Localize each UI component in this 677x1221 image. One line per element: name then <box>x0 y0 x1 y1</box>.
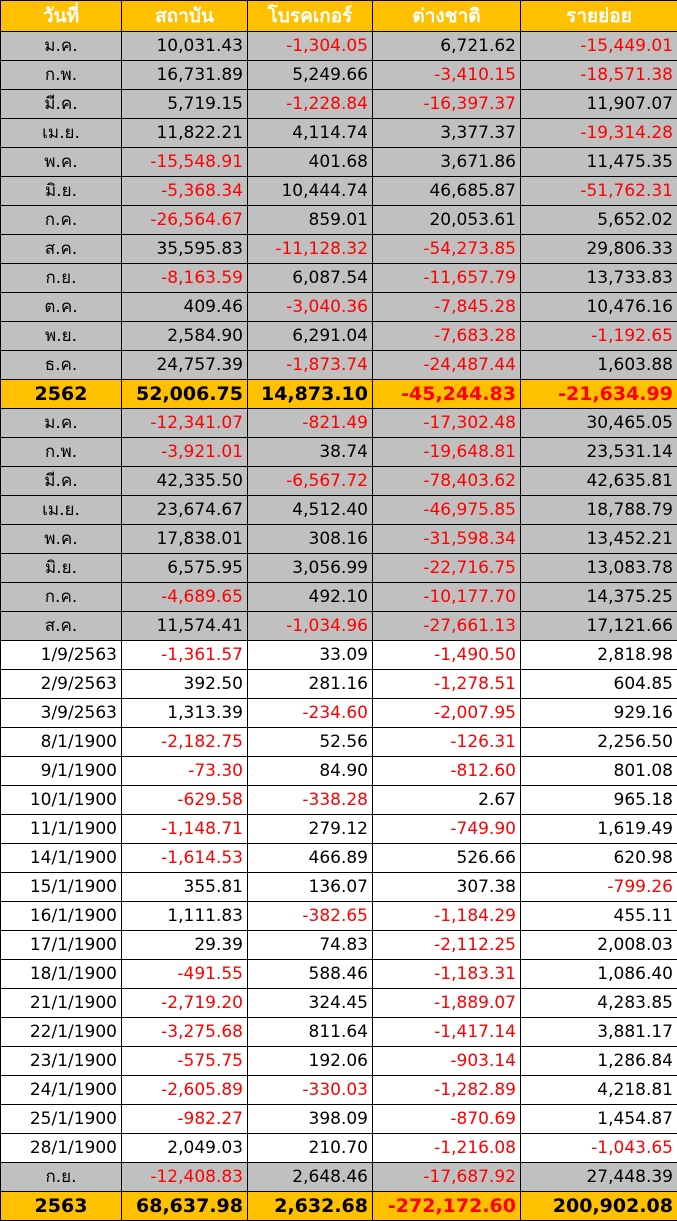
cell-date: 21/1/1900 <box>1 989 122 1018</box>
cell-retail: -1,192.65 <box>521 322 677 351</box>
cell-institution: -12,408.83 <box>122 1163 248 1192</box>
table-body <box>1 32 677 1221</box>
cell-foreign: -11,657.79 <box>373 264 521 293</box>
cell-foreign: -1,490.50 <box>373 641 521 670</box>
cell-date: 18/1/1900 <box>1 960 122 989</box>
cell-foreign: -17,302.48 <box>373 409 521 438</box>
cell-foreign: -31,598.34 <box>373 525 521 554</box>
cell-retail: 1,286.84 <box>521 1047 677 1076</box>
cell-broker: 84.90 <box>248 757 373 786</box>
cell-foreign: -903.14 <box>373 1047 521 1076</box>
cell-date: 2563 <box>1 1192 122 1221</box>
cell-date: ส.ค. <box>1 612 122 641</box>
cell-retail: 10,476.16 <box>521 293 677 322</box>
cell-retail: 18,788.79 <box>521 496 677 525</box>
cell-date: เม.ย. <box>1 496 122 525</box>
cell-institution: -4,689.65 <box>122 583 248 612</box>
cell-institution: 35,595.83 <box>122 235 248 264</box>
month-row <box>1 177 677 206</box>
cell-broker: 74.83 <box>248 931 373 960</box>
cell-institution: -73.30 <box>122 757 248 786</box>
cell-institution: -12,341.07 <box>122 409 248 438</box>
cell-date: ม.ค. <box>1 32 122 61</box>
cell-foreign: -1,216.08 <box>373 1134 521 1163</box>
cell-broker: 466.89 <box>248 844 373 873</box>
month-row <box>1 148 677 177</box>
cell-foreign: 6,721.62 <box>373 32 521 61</box>
cell-date: 25/1/1900 <box>1 1105 122 1134</box>
cell-foreign: -3,410.15 <box>373 61 521 90</box>
cell-date: พ.ย. <box>1 322 122 351</box>
cell-institution: 52,006.75 <box>122 380 248 409</box>
cell-institution: 2,584.90 <box>122 322 248 351</box>
cell-broker: -1,228.84 <box>248 90 373 119</box>
cell-institution: 17,838.01 <box>122 525 248 554</box>
cell-institution: -8,163.59 <box>122 264 248 293</box>
header-broker: โบรคเกอร์ <box>248 1 373 32</box>
cell-retail: 455.11 <box>521 902 677 931</box>
cell-retail: 620.98 <box>521 844 677 873</box>
cell-date: 17/1/1900 <box>1 931 122 960</box>
cell-date: ก.ค. <box>1 206 122 235</box>
cell-institution: 24,757.39 <box>122 351 248 380</box>
cell-broker: 811.64 <box>248 1018 373 1047</box>
day-row <box>1 786 677 815</box>
month-row <box>1 583 677 612</box>
cell-foreign: -7,683.28 <box>373 322 521 351</box>
cell-institution: 23,674.67 <box>122 496 248 525</box>
cell-date: ก.พ. <box>1 61 122 90</box>
day-row <box>1 815 677 844</box>
total-row <box>1 380 677 409</box>
cell-date: 24/1/1900 <box>1 1076 122 1105</box>
cell-institution: -1,148.71 <box>122 815 248 844</box>
header-date: วันที่ <box>1 1 122 32</box>
cell-broker: -11,128.32 <box>248 235 373 264</box>
cell-retail: 13,733.83 <box>521 264 677 293</box>
cell-foreign: -749.90 <box>373 815 521 844</box>
cell-institution: -1,361.57 <box>122 641 248 670</box>
day-row <box>1 1018 677 1047</box>
month-row <box>1 32 677 61</box>
cell-foreign: 3,377.37 <box>373 119 521 148</box>
cell-date: ส.ค. <box>1 235 122 264</box>
cell-institution: -2,605.89 <box>122 1076 248 1105</box>
cell-broker: -382.65 <box>248 902 373 931</box>
cell-broker: 398.09 <box>248 1105 373 1134</box>
cell-broker: -1,873.74 <box>248 351 373 380</box>
cell-institution: 16,731.89 <box>122 61 248 90</box>
cell-broker: 308.16 <box>248 525 373 554</box>
cell-foreign: 2.67 <box>373 786 521 815</box>
cell-broker: 5,249.66 <box>248 61 373 90</box>
cell-broker: 279.12 <box>248 815 373 844</box>
cell-retail: 1,086.40 <box>521 960 677 989</box>
month-row <box>1 61 677 90</box>
cell-foreign: -17,687.92 <box>373 1163 521 1192</box>
cell-foreign: -46,975.85 <box>373 496 521 525</box>
day-row <box>1 1076 677 1105</box>
cell-date: ก.ค. <box>1 583 122 612</box>
month-row <box>1 1163 677 1192</box>
day-row <box>1 728 677 757</box>
header-institution: สถาบัน <box>122 1 248 32</box>
month-row <box>1 351 677 380</box>
cell-retail: 200,902.08 <box>521 1192 677 1221</box>
cell-broker: 859.01 <box>248 206 373 235</box>
cell-institution: -26,564.67 <box>122 206 248 235</box>
cell-broker: 492.10 <box>248 583 373 612</box>
cell-retail: 801.08 <box>521 757 677 786</box>
day-row <box>1 699 677 728</box>
cell-foreign: -1,184.29 <box>373 902 521 931</box>
cell-broker: -1,034.96 <box>248 612 373 641</box>
cell-retail: 2,008.03 <box>521 931 677 960</box>
cell-institution: -575.75 <box>122 1047 248 1076</box>
cell-date: ธ.ค. <box>1 351 122 380</box>
cell-broker: 4,114.74 <box>248 119 373 148</box>
cell-foreign: -24,487.44 <box>373 351 521 380</box>
cell-institution: 6,575.95 <box>122 554 248 583</box>
day-row <box>1 989 677 1018</box>
day-row <box>1 757 677 786</box>
cell-institution: 409.46 <box>122 293 248 322</box>
month-row <box>1 496 677 525</box>
cell-date: 2562 <box>1 380 122 409</box>
cell-institution: 10,031.43 <box>122 32 248 61</box>
cell-broker: 210.70 <box>248 1134 373 1163</box>
cell-retail: -1,043.65 <box>521 1134 677 1163</box>
cell-retail: -19,314.28 <box>521 119 677 148</box>
cell-date: 11/1/1900 <box>1 815 122 844</box>
cell-retail: 3,881.17 <box>521 1018 677 1047</box>
cell-date: 2/9/2563 <box>1 670 122 699</box>
cell-institution: -491.55 <box>122 960 248 989</box>
cell-broker: -6,567.72 <box>248 467 373 496</box>
cell-date: ก.ย. <box>1 264 122 293</box>
cell-foreign: -7,845.28 <box>373 293 521 322</box>
cell-retail: -799.26 <box>521 873 677 902</box>
cell-foreign: -10,177.70 <box>373 583 521 612</box>
cell-retail: 27,448.39 <box>521 1163 677 1192</box>
cell-date: 28/1/1900 <box>1 1134 122 1163</box>
month-row <box>1 438 677 467</box>
cell-retail: 1,603.88 <box>521 351 677 380</box>
day-row <box>1 931 677 960</box>
cell-institution: 355.81 <box>122 873 248 902</box>
cell-institution: 11,822.21 <box>122 119 248 148</box>
cell-foreign: -19,648.81 <box>373 438 521 467</box>
cell-foreign: -1,183.31 <box>373 960 521 989</box>
cell-date: 10/1/1900 <box>1 786 122 815</box>
cell-date: 16/1/1900 <box>1 902 122 931</box>
cell-foreign: -78,403.62 <box>373 467 521 496</box>
day-row <box>1 1134 677 1163</box>
day-row <box>1 641 677 670</box>
day-row <box>1 902 677 931</box>
cell-retail: 1,454.87 <box>521 1105 677 1134</box>
cell-institution: -2,719.20 <box>122 989 248 1018</box>
cell-date: ก.พ. <box>1 438 122 467</box>
day-row <box>1 1105 677 1134</box>
cell-broker: 192.06 <box>248 1047 373 1076</box>
cell-retail: -15,449.01 <box>521 32 677 61</box>
cell-date: 3/9/2563 <box>1 699 122 728</box>
cell-retail: 1,619.49 <box>521 815 677 844</box>
cell-date: มี.ค. <box>1 467 122 496</box>
cell-retail: 11,907.07 <box>521 90 677 119</box>
cell-broker: -821.49 <box>248 409 373 438</box>
cell-foreign: -1,889.07 <box>373 989 521 1018</box>
cell-broker: 38.74 <box>248 438 373 467</box>
cell-date: 22/1/1900 <box>1 1018 122 1047</box>
cell-date: 8/1/1900 <box>1 728 122 757</box>
cell-retail: 14,375.25 <box>521 583 677 612</box>
cell-institution: 68,637.98 <box>122 1192 248 1221</box>
cell-broker: 6,087.54 <box>248 264 373 293</box>
cell-retail: 30,465.05 <box>521 409 677 438</box>
cell-retail: -51,762.31 <box>521 177 677 206</box>
cell-foreign: -272,172.60 <box>373 1192 521 1221</box>
cell-foreign: 20,053.61 <box>373 206 521 235</box>
cell-broker: 10,444.74 <box>248 177 373 206</box>
cell-foreign: -2,007.95 <box>373 699 521 728</box>
cell-date: 15/1/1900 <box>1 873 122 902</box>
month-row <box>1 525 677 554</box>
month-row <box>1 409 677 438</box>
cell-date: มิ.ย. <box>1 554 122 583</box>
month-row <box>1 206 677 235</box>
day-row <box>1 960 677 989</box>
month-row <box>1 235 677 264</box>
day-row <box>1 844 677 873</box>
cell-broker: 588.46 <box>248 960 373 989</box>
cell-institution: -629.58 <box>122 786 248 815</box>
cell-retail: 13,083.78 <box>521 554 677 583</box>
cell-broker: 14,873.10 <box>248 380 373 409</box>
cell-date: มี.ค. <box>1 90 122 119</box>
cell-retail: 23,531.14 <box>521 438 677 467</box>
cell-broker: 33.09 <box>248 641 373 670</box>
cell-institution: 1,111.83 <box>122 902 248 931</box>
cell-retail: 13,452.21 <box>521 525 677 554</box>
cell-foreign: -1,282.89 <box>373 1076 521 1105</box>
cell-retail: 929.16 <box>521 699 677 728</box>
cell-retail: -21,634.99 <box>521 380 677 409</box>
cell-foreign: -16,397.37 <box>373 90 521 119</box>
month-row <box>1 293 677 322</box>
cell-institution: -3,921.01 <box>122 438 248 467</box>
cell-foreign: 46,685.87 <box>373 177 521 206</box>
cell-institution: 11,574.41 <box>122 612 248 641</box>
cell-foreign: -2,112.25 <box>373 931 521 960</box>
cell-institution: 392.50 <box>122 670 248 699</box>
cell-broker: 4,512.40 <box>248 496 373 525</box>
cell-institution: -2,182.75 <box>122 728 248 757</box>
cell-broker: 324.45 <box>248 989 373 1018</box>
day-row <box>1 1047 677 1076</box>
cell-date: ม.ค. <box>1 409 122 438</box>
cell-broker: 401.68 <box>248 148 373 177</box>
cell-date: มิ.ย. <box>1 177 122 206</box>
cell-broker: -330.03 <box>248 1076 373 1105</box>
cell-foreign: -45,244.83 <box>373 380 521 409</box>
month-row <box>1 554 677 583</box>
cell-institution: 29.39 <box>122 931 248 960</box>
cell-foreign: 3,671.86 <box>373 148 521 177</box>
cell-broker: 52.56 <box>248 728 373 757</box>
cell-broker: 6,291.04 <box>248 322 373 351</box>
cell-broker: 3,056.99 <box>248 554 373 583</box>
cell-institution: -15,548.91 <box>122 148 248 177</box>
header-foreign: ต่างชาติ <box>373 1 521 32</box>
cell-institution: -5,368.34 <box>122 177 248 206</box>
cell-date: 14/1/1900 <box>1 844 122 873</box>
cell-foreign: -1,417.14 <box>373 1018 521 1047</box>
header-retail: รายย่อย <box>521 1 677 32</box>
cell-institution: 5,719.15 <box>122 90 248 119</box>
cell-broker: -338.28 <box>248 786 373 815</box>
cell-retail: 11,475.35 <box>521 148 677 177</box>
cell-date: ก.ย. <box>1 1163 122 1192</box>
day-row <box>1 873 677 902</box>
cell-institution: -3,275.68 <box>122 1018 248 1047</box>
cell-date: 23/1/1900 <box>1 1047 122 1076</box>
cell-foreign: -22,716.75 <box>373 554 521 583</box>
cell-foreign: -812.60 <box>373 757 521 786</box>
cell-date: 1/9/2563 <box>1 641 122 670</box>
cell-broker: -3,040.36 <box>248 293 373 322</box>
cell-foreign: -870.69 <box>373 1105 521 1134</box>
month-row <box>1 264 677 293</box>
cell-date: พ.ค. <box>1 525 122 554</box>
cell-foreign: 526.66 <box>373 844 521 873</box>
cell-retail: 42,635.81 <box>521 467 677 496</box>
cell-foreign: -54,273.85 <box>373 235 521 264</box>
cell-retail: 29,806.33 <box>521 235 677 264</box>
cell-broker: -1,304.05 <box>248 32 373 61</box>
cell-institution: 1,313.39 <box>122 699 248 728</box>
cell-institution: 42,335.50 <box>122 467 248 496</box>
cell-retail: 4,283.85 <box>521 989 677 1018</box>
cell-broker: -234.60 <box>248 699 373 728</box>
cell-broker: 136.07 <box>248 873 373 902</box>
total-row <box>1 1192 677 1221</box>
cell-broker: 281.16 <box>248 670 373 699</box>
cell-foreign: -126.31 <box>373 728 521 757</box>
cell-date: พ.ค. <box>1 148 122 177</box>
cell-institution: -982.27 <box>122 1105 248 1134</box>
month-row <box>1 612 677 641</box>
cell-date: ต.ค. <box>1 293 122 322</box>
cell-broker: 2,632.68 <box>248 1192 373 1221</box>
cell-retail: 4,218.81 <box>521 1076 677 1105</box>
cell-retail: 5,652.02 <box>521 206 677 235</box>
cell-retail: -18,571.38 <box>521 61 677 90</box>
header-row <box>1 1 677 32</box>
month-row <box>1 90 677 119</box>
cell-date: เม.ย. <box>1 119 122 148</box>
month-row <box>1 119 677 148</box>
cell-institution: 2,049.03 <box>122 1134 248 1163</box>
cell-date: 9/1/1900 <box>1 757 122 786</box>
cell-institution: -1,614.53 <box>122 844 248 873</box>
cell-foreign: -1,278.51 <box>373 670 521 699</box>
day-row <box>1 670 677 699</box>
cell-retail: 2,256.50 <box>521 728 677 757</box>
cell-retail: 604.85 <box>521 670 677 699</box>
cell-foreign: 307.38 <box>373 873 521 902</box>
cell-foreign: -27,661.13 <box>373 612 521 641</box>
cell-broker: 2,648.46 <box>248 1163 373 1192</box>
cell-retail: 965.18 <box>521 786 677 815</box>
month-row <box>1 467 677 496</box>
cell-retail: 2,818.98 <box>521 641 677 670</box>
cell-retail: 17,121.66 <box>521 612 677 641</box>
month-row <box>1 322 677 351</box>
